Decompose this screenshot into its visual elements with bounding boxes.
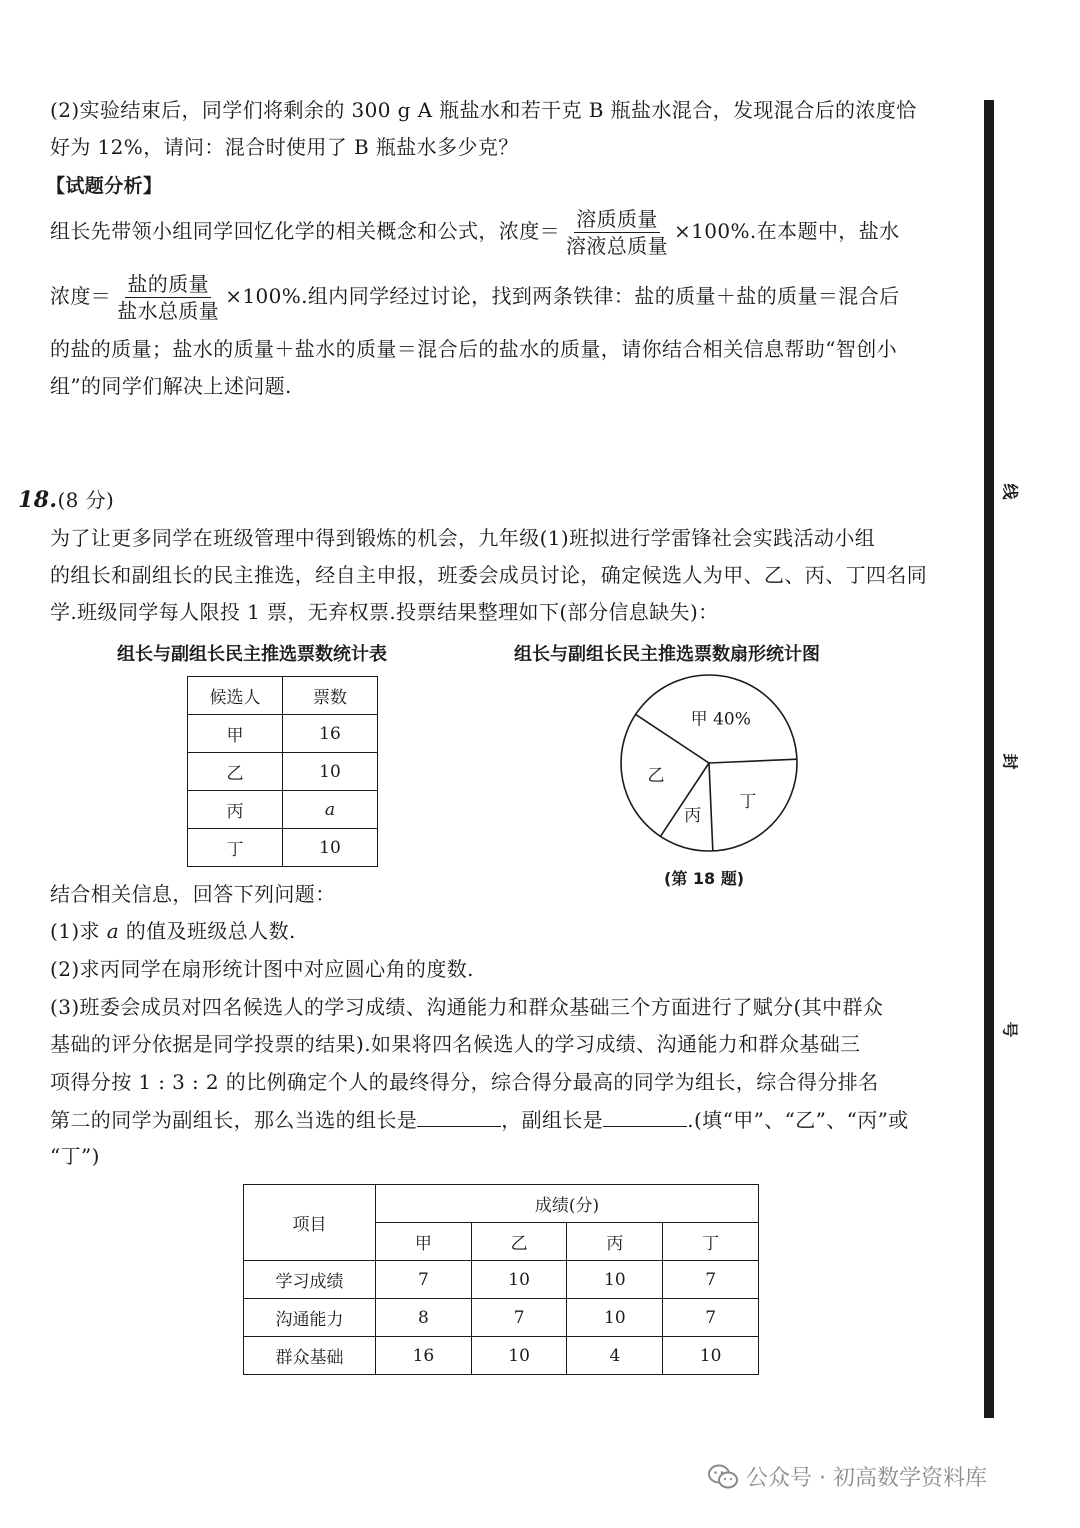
score-table-cell: 8 bbox=[376, 1299, 472, 1337]
score-table-cell: 10 bbox=[471, 1337, 567, 1375]
score-table-row bbox=[244, 1337, 759, 1375]
score-row-label: 学习成绩 bbox=[244, 1261, 376, 1299]
analysis-l2-post: ×100%.组内同学经过讨论，找到两条铁律：盐的质量＋盐的质量＝混合后 bbox=[225, 284, 900, 308]
vote-table-cell: a bbox=[283, 791, 378, 829]
fraction2-denominator: 盐水总质量 bbox=[117, 299, 220, 323]
q18-intro2: 的组长和副组长的民主推选，经自主申报，班委会成员讨论，确定候选人为甲、乙、丙、丁四名同 bbox=[50, 563, 928, 587]
sub1-post: 的值及班级总人数. bbox=[119, 919, 296, 943]
binding-side-char: 线 bbox=[1000, 483, 1020, 500]
vote-table-header: 候选人 bbox=[188, 677, 283, 715]
vice-leader-answer-blank[interactable] bbox=[603, 1106, 687, 1127]
score-table-row bbox=[244, 1299, 759, 1337]
figure-caption: (第 18 题) bbox=[664, 869, 745, 888]
score-table-cell: 10 bbox=[567, 1299, 663, 1337]
vote-table-cell: 丙 bbox=[188, 791, 283, 829]
fraction2-numerator: 盐的质量 bbox=[127, 272, 209, 296]
leader-answer-blank[interactable] bbox=[417, 1106, 501, 1127]
analysis-line3: 的盐的质量；盐水的质量＋盐水的质量＝混合后的盐水的质量，请你结合相关信息帮助“智创小 bbox=[50, 337, 898, 361]
fraction-concentration bbox=[564, 206, 670, 259]
footer-watermark bbox=[708, 1461, 987, 1492]
score-row-label: 群众基础 bbox=[244, 1337, 376, 1375]
q18-intro3: 学.班级同学每人限投 1 票，无弃权票.投票结果整理如下(部分信息缺失)： bbox=[50, 600, 719, 624]
sub3-line3: 项得分按 1 : 3 : 2 的比例确定个人的最终得分，综合得分最高的同学为组长，综合得分排名 bbox=[50, 1070, 879, 1094]
sub3-line5: “丁”) bbox=[50, 1144, 100, 1168]
sub-question-1 bbox=[50, 917, 296, 945]
binding-side-char: 号 bbox=[1000, 1021, 1020, 1038]
vote-table-cell: 10 bbox=[283, 829, 378, 867]
vote-table bbox=[187, 676, 378, 867]
pie-slice-label: 乙 bbox=[647, 765, 665, 786]
vote-table-cell: 16 bbox=[283, 715, 378, 753]
score-table-cell: 7 bbox=[663, 1261, 759, 1299]
score-item-header: 项目 bbox=[244, 1185, 376, 1261]
combine-text: 结合相关信息，回答下列问题： bbox=[50, 882, 336, 906]
sub3-l4-b: ，副组长是 bbox=[501, 1108, 604, 1132]
analysis-l1-pre: 组长先带领小组同学回忆化学的相关概念和公式，浓度＝ bbox=[50, 219, 560, 243]
score-group-header: 成绩(分) bbox=[376, 1185, 759, 1223]
part2-line1: (2)实验结束后，同学们将剩余的 300 g A 瓶盐水和若干克 B 瓶盐水混合，发现混合后的浓度恰 bbox=[50, 98, 917, 122]
vote-table-cell: 丁 bbox=[188, 829, 283, 867]
vote-table-row bbox=[188, 829, 378, 867]
sub3-l4-c: .(填“甲”、“乙”、“丙”或 bbox=[687, 1108, 909, 1132]
sub-question-2: (2)求丙同学在扇形统计图中对应圆心角的度数. bbox=[50, 957, 474, 981]
score-table-cell: 16 bbox=[376, 1337, 472, 1375]
pie-chart-title: 组长与副组长民主推选票数扇形统计图 bbox=[514, 644, 820, 665]
score-candidate-header: 丙 bbox=[567, 1223, 663, 1261]
sub3-line4 bbox=[50, 1106, 909, 1134]
score-table-row bbox=[244, 1261, 759, 1299]
analysis-heading: 【试题分析】 bbox=[46, 175, 163, 197]
analysis-l1-post: ×100%.在本题中，盐水 bbox=[674, 219, 900, 243]
q18-header bbox=[18, 486, 114, 514]
vote-table-row bbox=[188, 791, 378, 829]
vote-table-cell: 甲 bbox=[188, 715, 283, 753]
analysis-line1 bbox=[50, 206, 900, 259]
score-candidate-header: 丁 bbox=[663, 1223, 759, 1261]
score-table-cell: 10 bbox=[567, 1261, 663, 1299]
pie-slice-label: 丁 bbox=[739, 791, 757, 812]
vote-table-cell: 乙 bbox=[188, 753, 283, 791]
binding-side-char: 封 bbox=[1000, 753, 1020, 770]
question-number: 18. bbox=[18, 487, 58, 513]
score-row-label: 沟通能力 bbox=[244, 1299, 376, 1337]
score-table-cell: 4 bbox=[567, 1337, 663, 1375]
vote-table-title: 组长与副组长民主推选票数统计表 bbox=[117, 644, 387, 665]
pie-slice-label: 甲 40% bbox=[690, 709, 751, 730]
pie-chart bbox=[610, 664, 810, 864]
fraction1-denominator: 溶液总质量 bbox=[566, 234, 668, 258]
sub3-l4-a: 第二的同学为副组长，那么当选的组长是 bbox=[50, 1108, 418, 1132]
score-table-cell: 10 bbox=[663, 1337, 759, 1375]
fraction1-numerator: 溶质质量 bbox=[576, 207, 658, 231]
part2-line2: 好为 12%，请问：混合时使用了 B 瓶盐水多少克？ bbox=[50, 135, 519, 159]
score-candidate-header: 甲 bbox=[376, 1223, 472, 1261]
score-table-cell: 10 bbox=[471, 1261, 567, 1299]
analysis-l2-pre: 浓度＝ bbox=[50, 284, 112, 308]
sub1-pre: (1)求 bbox=[50, 919, 107, 943]
binding-bar bbox=[984, 100, 994, 1418]
q18-intro1: 为了让更多同学在班级管理中得到锻炼的机会，九年级(1)班拟进行学雷锋社会实践活动小组 bbox=[50, 526, 876, 550]
analysis-line2 bbox=[50, 271, 900, 324]
sub3-line1: (3)班委会成员对四名候选人的学习成绩、沟通能力和群众基础三个方面进行了赋分(其中群众 bbox=[50, 995, 884, 1019]
score-table-cell: 7 bbox=[663, 1299, 759, 1337]
vote-table-row bbox=[188, 753, 378, 791]
sub3-line2: 基础的评分依据是同学投票的结果).如果将四名候选人的学习成绩、沟通能力和群众基础三 bbox=[50, 1032, 861, 1056]
question-points: (8 分) bbox=[57, 488, 115, 512]
analysis-line4: 组”的同学们解决上述问题. bbox=[50, 374, 292, 398]
fraction-salt-concentration bbox=[115, 271, 221, 324]
pie-slice-label: 丙 bbox=[684, 806, 702, 827]
score-table-cell: 7 bbox=[376, 1261, 472, 1299]
footer-text: 公众号 · 初高数学资料库 bbox=[746, 1466, 987, 1491]
score-table bbox=[243, 1184, 759, 1375]
score-table-cell: 7 bbox=[471, 1299, 567, 1337]
score-candidate-header: 乙 bbox=[471, 1223, 567, 1261]
wechat-icon bbox=[708, 1464, 738, 1490]
vote-table-row bbox=[188, 715, 378, 753]
vote-table-header: 票数 bbox=[283, 677, 378, 715]
sub1-variable: a bbox=[106, 919, 120, 943]
vote-table-cell: 10 bbox=[283, 753, 378, 791]
